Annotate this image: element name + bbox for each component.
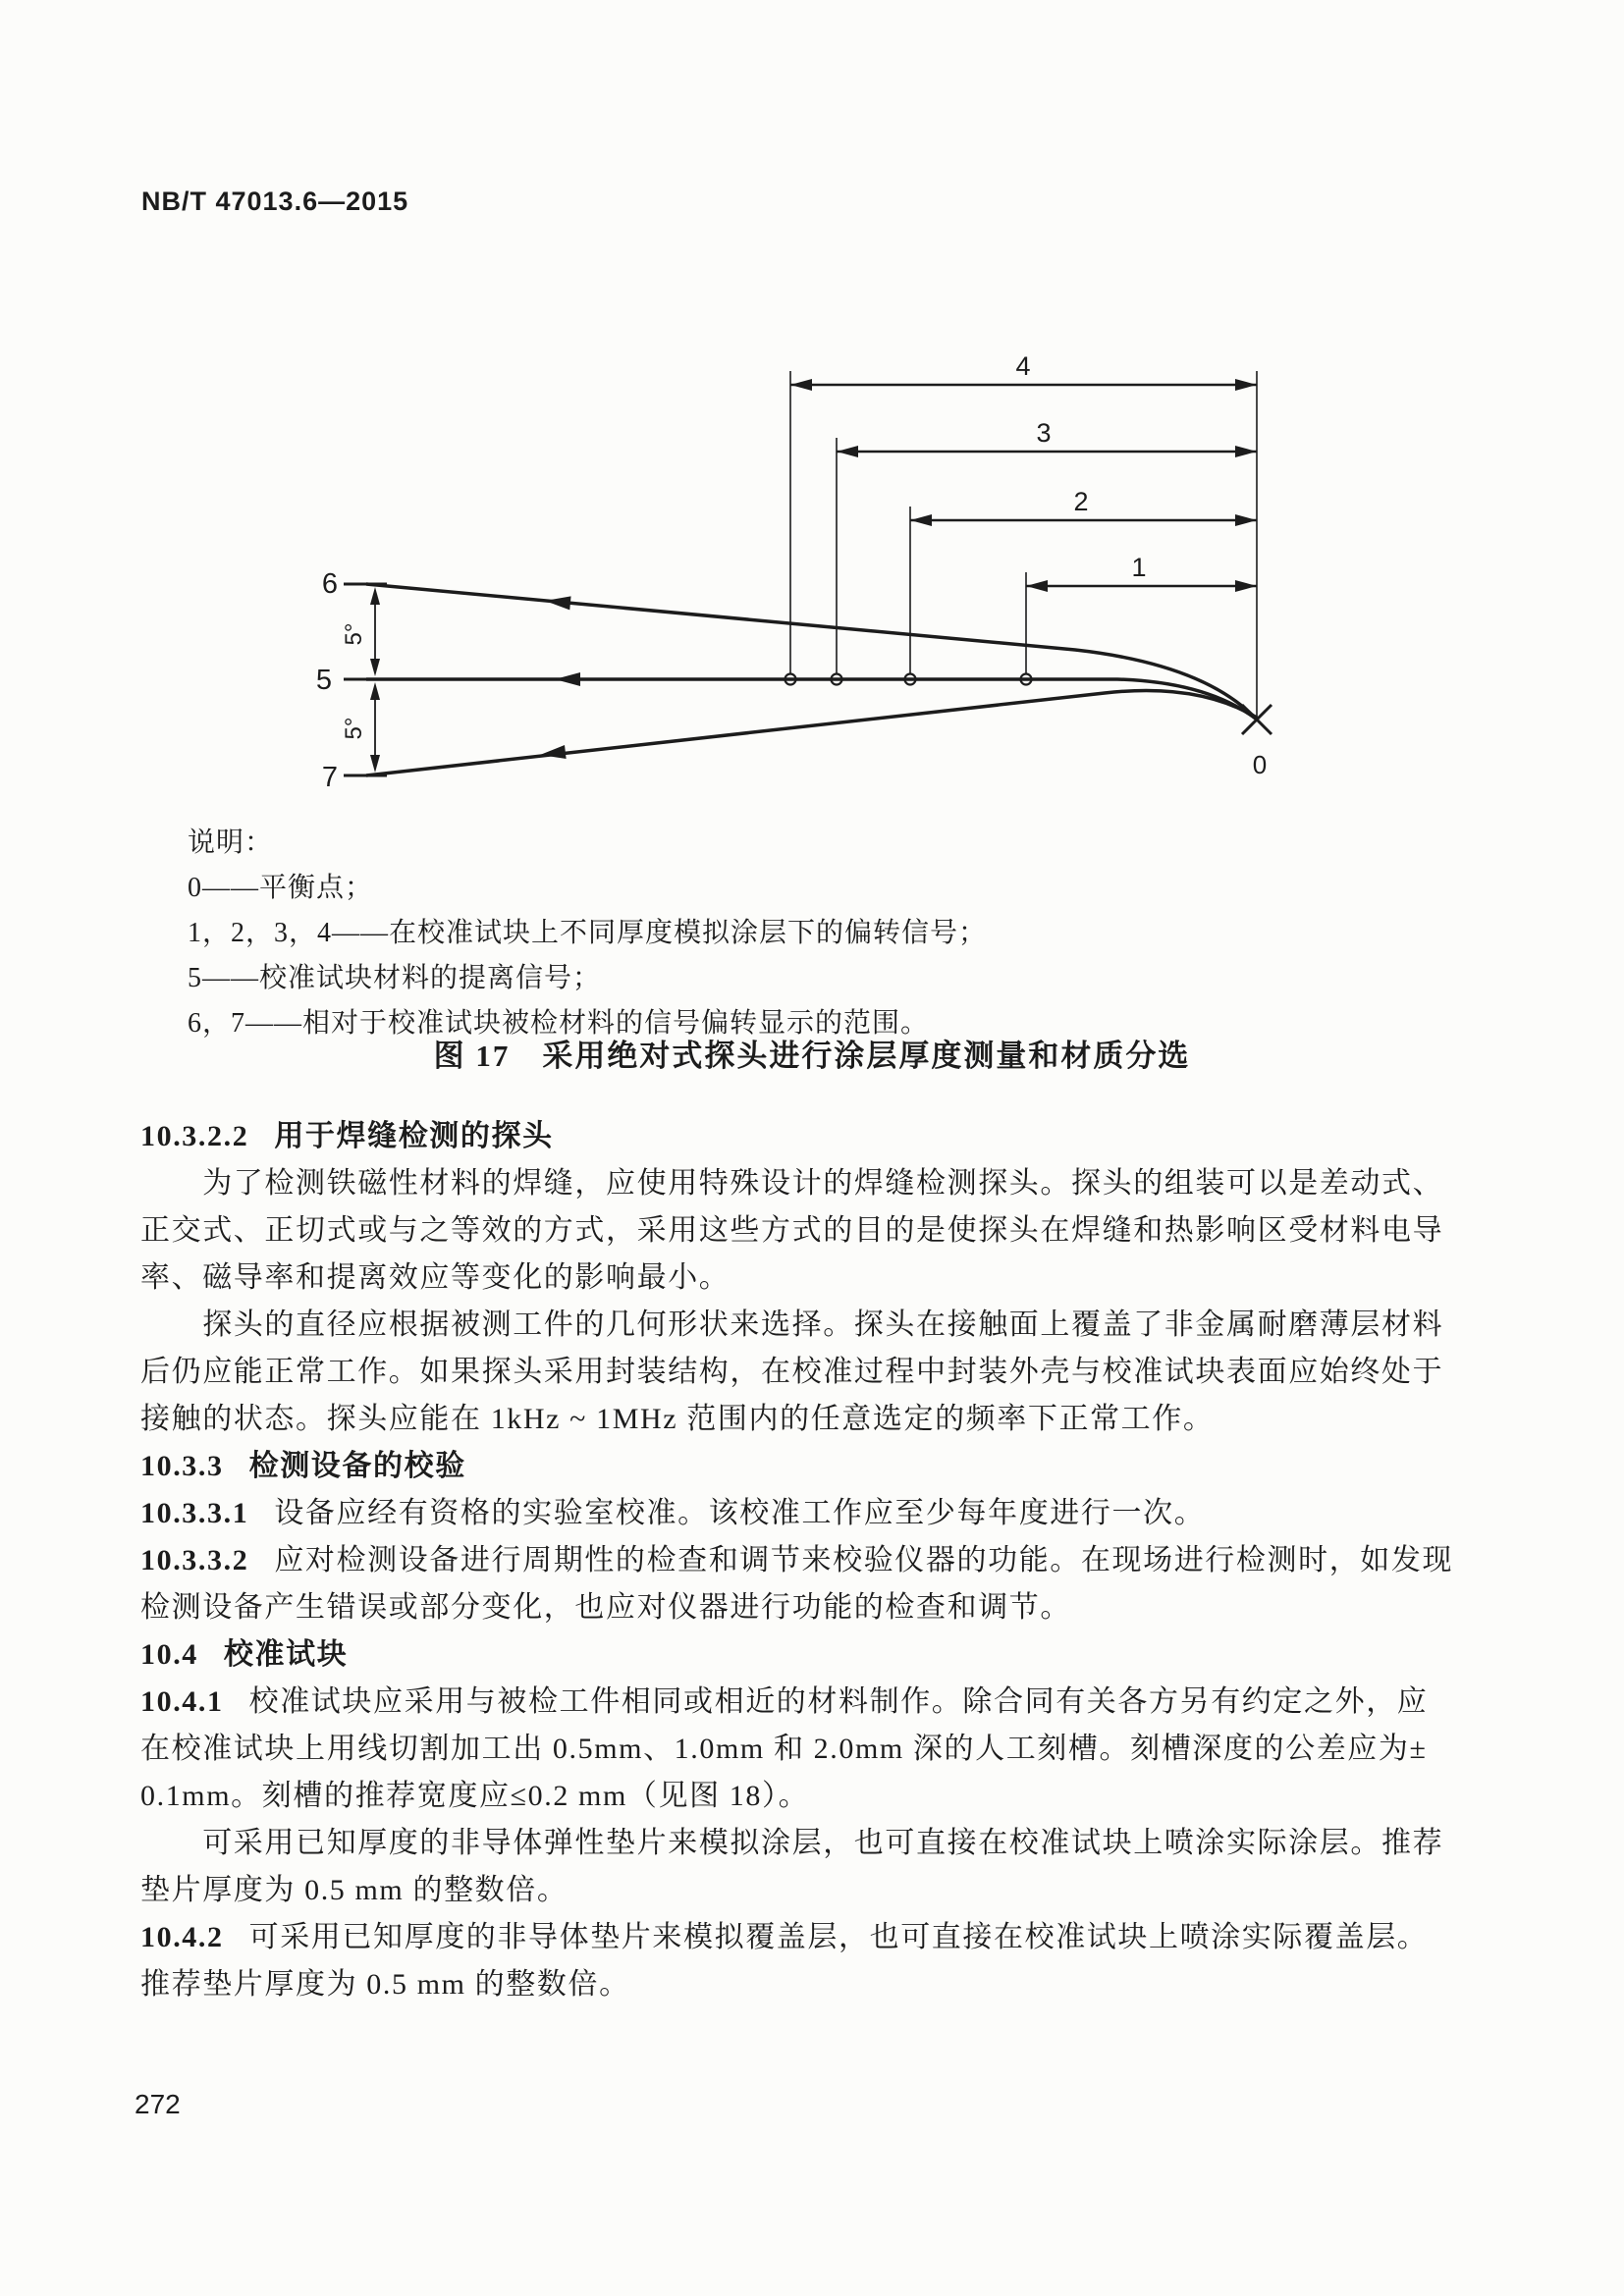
body-line xyxy=(140,1443,1515,1490)
body-line-text: 探头的直径应根据被测工件的几何形状来选择。探头在接触面上覆盖了非金属耐磨薄层材料 xyxy=(140,1308,1444,1341)
body-line xyxy=(140,1207,1515,1255)
clause-number: 10.3.3.2 xyxy=(140,1544,249,1576)
body-line xyxy=(140,1349,1515,1396)
body-line xyxy=(140,1537,1515,1584)
body-line-text: 可采用已知厚度的非导体垫片来模拟覆盖层，也可直接在校准试块上喷涂实际覆盖层。 xyxy=(248,1921,1429,1953)
body-line-text: 率、磁导率和提离效应等变化的影响最小。 xyxy=(140,1261,731,1294)
clause-number: 10.4 xyxy=(140,1638,198,1671)
legend-item: 0——平衡点； xyxy=(188,873,374,903)
legend-items xyxy=(188,866,987,1046)
body-line-text: 垫片厚度为 0.5 mm 的整数倍。 xyxy=(140,1874,568,1906)
body-line xyxy=(140,1726,1515,1773)
extension-lines xyxy=(790,371,1257,718)
standard-number-header: NB/T 47013.6—2015 xyxy=(141,187,409,216)
dimension-label-3: 3 xyxy=(1036,418,1052,448)
lower-range-curve-7 xyxy=(366,691,1257,775)
clause-number: 10.3.2.2 xyxy=(140,1120,249,1152)
angle-label-upper: 5° xyxy=(341,622,367,646)
body-line xyxy=(140,1113,1515,1160)
body-line xyxy=(140,1584,1515,1631)
curve-end-ticks xyxy=(344,584,387,775)
body-line xyxy=(140,1490,1515,1537)
legend-item: 5——校准试块材料的提离信号； xyxy=(188,963,602,993)
body-line-text: 设备应经有资格的实验室校准。该校准工作应至少每年度进行一次。 xyxy=(274,1497,1206,1529)
body-line xyxy=(140,1867,1515,1914)
body-line-text: 正交式、正切式或与之等效的方式，采用这些方式的目的是使探头在焊缝和热影响区受材料电导 xyxy=(140,1214,1444,1247)
legend-item: 6，7——相对于校准试块被检材料的信号偏转显示的范围。 xyxy=(188,1008,930,1039)
lift-off-line-5 xyxy=(366,679,1257,720)
upper-range-curve-6 xyxy=(366,584,1257,720)
body-line-text: 为了检测铁磁性材料的焊缝，应使用特殊设计的焊缝检测探头。探头的组装可以是差动式、 xyxy=(140,1167,1444,1200)
body-line-text: 应对检测设备进行周期性的检查和调节来校验仪器的功能。在现场进行检测时，如发现 xyxy=(274,1544,1454,1576)
curve-label-7: 7 xyxy=(321,762,338,793)
body-line xyxy=(140,1961,1515,2008)
body-line-text: 校准试块应采用与被检工件相同或相近的材料制作。除合同有关各方另有约定之外，应 xyxy=(248,1685,1429,1718)
curve-label-5: 5 xyxy=(315,665,332,696)
body-line xyxy=(140,1631,1515,1679)
body-text xyxy=(140,1113,1515,2008)
body-line xyxy=(140,1302,1515,1349)
page-number: 272 xyxy=(135,2089,181,2119)
body-line-text: 后仍应能正常工作。如果探头采用封装结构，在校准过程中封装外壳与校准试块表面应始终处于 xyxy=(140,1356,1444,1388)
clause-number: 10.3.3.1 xyxy=(140,1497,249,1529)
dimension-label-1: 1 xyxy=(1131,553,1147,582)
body-line-text: 0.1mm。刻槽的推荐宽度应≤0.2 mm（见图 18）。 xyxy=(140,1780,810,1812)
dimension-label-4: 4 xyxy=(1015,351,1031,381)
body-line xyxy=(140,1255,1515,1302)
body-line xyxy=(140,1396,1515,1443)
origin-label-0: 0 xyxy=(1252,750,1268,779)
legend-item: 1，2，3，4——在校准试块上不同厚度模拟涂层下的偏转信号； xyxy=(188,918,988,948)
body-line-text: 可采用已知厚度的非导体弹性垫片来模拟涂层，也可直接在校准试块上喷涂实际涂层。推荐 xyxy=(140,1827,1444,1859)
figure-17-diagram xyxy=(0,0,1624,864)
body-line xyxy=(140,1914,1515,1961)
body-line-text: 检测设备的校验 xyxy=(248,1450,466,1482)
body-line xyxy=(140,1160,1515,1207)
dimension-arrowheads xyxy=(790,379,1257,592)
body-line-text: 推荐垫片厚度为 0.5 mm 的整数倍。 xyxy=(140,1968,630,2001)
body-line xyxy=(140,1820,1515,1867)
clause-number: 10.4.2 xyxy=(140,1921,224,1953)
legend-title: 说明： xyxy=(188,828,274,858)
body-line-text: 接触的状态。探头应能在 1kHz ~ 1MHz 范围内的任意选定的频率下正常工作。 xyxy=(140,1403,1215,1435)
body-line-text: 校准试块 xyxy=(223,1638,349,1671)
body-line xyxy=(140,1773,1515,1820)
body-line-text: 在校准试块上用线切割加工出 0.5mm、1.0mm 和 2.0mm 深的人工刻槽。刻槽深度的公差应为± xyxy=(140,1733,1428,1765)
curve-label-6: 6 xyxy=(321,568,338,600)
body-line-text: 用于焊缝检测的探头 xyxy=(274,1120,554,1152)
body-line xyxy=(140,1679,1515,1726)
clause-number: 10.3.3 xyxy=(140,1450,224,1482)
angle-label-lower: 5° xyxy=(341,717,367,740)
clause-number: 10.4.1 xyxy=(140,1685,224,1718)
body-line-text: 检测设备产生错误或部分变化，也应对仪器进行功能的检查和调节。 xyxy=(140,1591,1071,1624)
figure-legend xyxy=(188,821,987,1046)
figure-caption: 图 17 采用绝对式探头进行涂层厚度测量和材质分选 xyxy=(433,1039,1191,1073)
dimension-label-2: 2 xyxy=(1073,487,1089,516)
